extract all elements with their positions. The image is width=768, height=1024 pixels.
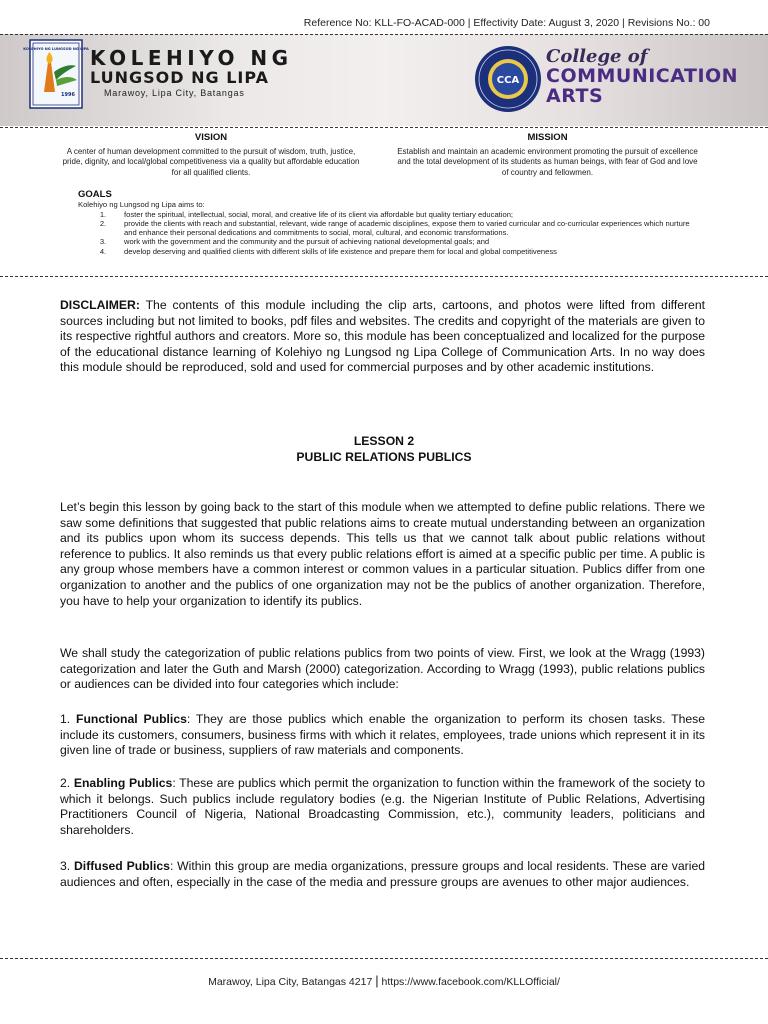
goal-text: provide the clients with reach and substantial, relevant, wide range of academic disciplines, expose them to varied curricular and co-curricular experiences which nurture and enhance their personal dedications and commitments to social, moral, cultural, and economic transformations. bbox=[124, 218, 690, 238]
category-term: Enabling Publics bbox=[73, 776, 173, 790]
goal-text: work with the government and the community and the pursuit of achieving national developmental goals; and bbox=[124, 237, 490, 247]
college-line2: COMMUNICATION bbox=[546, 65, 739, 87]
category-text: : These are publics which permit the organization to function within the framework of the society to which it belongs. Such publics include regulatory bodies (e.g. the Nigerian Institute of Public Relations, Advertising Practitioners Council of Nigeria, National Broadcasting Commission, etc.), community leaders, politicians and shareholders. bbox=[60, 776, 705, 837]
category-term: Diffused Publics bbox=[74, 859, 170, 873]
logo-ring-text: KOLEHIYO NG LUNGSOD NG LIPA bbox=[23, 47, 89, 51]
disclaimer bbox=[60, 298, 705, 376]
mission-section bbox=[395, 133, 700, 178]
reference-number: Reference No: KLL-FO-ACAD-000 | Effectivity Date: August 3, 2020 | Revisions No.: 00 bbox=[303, 17, 710, 29]
goal-number: 3. bbox=[99, 237, 107, 247]
school-name-line2: LUNGSOD NG LIPA bbox=[90, 68, 269, 87]
paragraph-text: We shall study the categorization of public relations publics from two points of view. First, we look at the Wragg (1993) categorization and later the Guth and Marsh (2000) categorization. According to Wragg (1993), public relations publics or audiences can be divided into four categories which include: bbox=[60, 646, 705, 692]
college-line3: ARTS bbox=[546, 85, 604, 107]
vision-heading: VISION bbox=[194, 132, 228, 143]
goal-text: develop deserving and qualified clients with different skills of life existence and prepare them for local and global competitiveness bbox=[124, 246, 557, 256]
goals-list bbox=[78, 210, 698, 256]
goals-heading: GOALS bbox=[78, 189, 112, 200]
header-top-divider bbox=[0, 34, 768, 35]
goals-intro: Kolehiyo ng Lungsod ng Lipa aims to: bbox=[78, 200, 205, 210]
category-number: 3. bbox=[60, 859, 74, 873]
goal-item bbox=[78, 210, 698, 219]
footer-address: Marawoy, Lipa City, Batangas 4217 bbox=[208, 976, 373, 988]
category-diffused bbox=[60, 859, 705, 890]
disclaimer-label: DISCLAIMER: bbox=[60, 298, 140, 312]
footer-url[interactable]: https://www.facebook.com/KLLOfficial/ bbox=[381, 976, 560, 988]
college-line1: College of bbox=[546, 46, 648, 67]
goal-item bbox=[78, 219, 698, 238]
category-functional bbox=[60, 712, 705, 759]
category-term: Functional Publics bbox=[76, 712, 187, 726]
goals-section bbox=[78, 190, 698, 256]
intro-paragraph bbox=[60, 500, 705, 609]
goals-divider bbox=[0, 276, 768, 277]
goal-number: 4. bbox=[99, 246, 107, 256]
cca-logo bbox=[472, 45, 544, 113]
mission-heading: MISSION bbox=[527, 132, 568, 143]
footer bbox=[0, 973, 768, 988]
footer-separator: | bbox=[375, 973, 379, 988]
school-name-line1: KOLEHIYO NG bbox=[90, 46, 293, 70]
category-text: : They are those publics which enable the organization to perform its chosen tasks. These include its customers, consumers, business firms with which it relates, employees, trade unions which represent it in its given line of trade or business, suppliers of raw materials and components. bbox=[60, 712, 705, 758]
goal-item bbox=[78, 247, 698, 256]
category-number: 2. bbox=[60, 776, 74, 790]
goal-text: foster the spiritual, intellectual, social, moral, and creative life of its client via affordable but quality tertiary education; bbox=[124, 209, 514, 219]
cca-logo-text: CCA bbox=[496, 75, 520, 86]
goal-number: 2. bbox=[99, 218, 107, 228]
lesson-number: LESSON 2 bbox=[353, 434, 415, 448]
paragraph-text: Let’s begin this lesson by going back to the start of this module when we attempted to define public relations. There we saw some definitions that suggested that public relations aims to create mutual understanding between an organization and its publics upon whom its success depends. This tells us that we cannot talk about public relations without reference to publics. It also reminds us that every public relations effort is aimed at a specific public per time. A public is any group whose members have a common interest or common values in a particular situation. Publics differ from one organization to another and the publics of one organization may not be the publics of another organization. Therefore, you have to help your organization to identify its publics. bbox=[60, 500, 705, 608]
category-number: 1. bbox=[60, 712, 77, 726]
header-bottom-divider bbox=[0, 127, 768, 128]
category-enabling bbox=[60, 776, 705, 838]
vision-text: A center of human development committed to the pursuit of wisdom, truth, justice, pride, dignity, and local/global competitiveness via a quality but affordable education for all qualified clients. bbox=[62, 146, 360, 177]
logo-year: 1996 bbox=[61, 92, 75, 98]
school-name-block bbox=[90, 48, 293, 98]
goal-item bbox=[78, 237, 698, 246]
category-text: : Within this group are media organizations, pressure groups and local residents. These are varied audiences and often, especially in the case of the media and pressure groups are avenues to other major audiences. bbox=[60, 859, 706, 889]
footer-divider bbox=[0, 958, 768, 959]
college-name-block bbox=[546, 48, 738, 106]
categorization-paragraph bbox=[60, 646, 705, 693]
school-address: Marawoy, Lipa City, Batangas bbox=[104, 88, 245, 98]
disclaimer-text: The contents of this module including the clip arts, cartoons, and photos were lifted from different sources including but not limited to books, pdf files and websites. The credits and copyright of the materials are given to its respective rightful authors and creators. More so, this module has been conceptualized and localized for the purpose of the educational distance learning of Kolehiyo ng Lungsod ng Lipa College of Communication Arts. In no way does this module should be reproduced, sold and used for commercial purposes and by other academic institutions. bbox=[60, 298, 705, 375]
goal-number: 1. bbox=[99, 209, 107, 219]
lesson-title: PUBLIC RELATIONS PUBLICS bbox=[296, 450, 472, 464]
kolehiyo-logo bbox=[23, 40, 89, 108]
mission-text: Establish and maintain an academic environment promoting the pursuit of excellence and the total development of its students as human beings, with fear of God and love of country and fellowmen. bbox=[397, 146, 698, 177]
vision-section bbox=[60, 133, 362, 178]
